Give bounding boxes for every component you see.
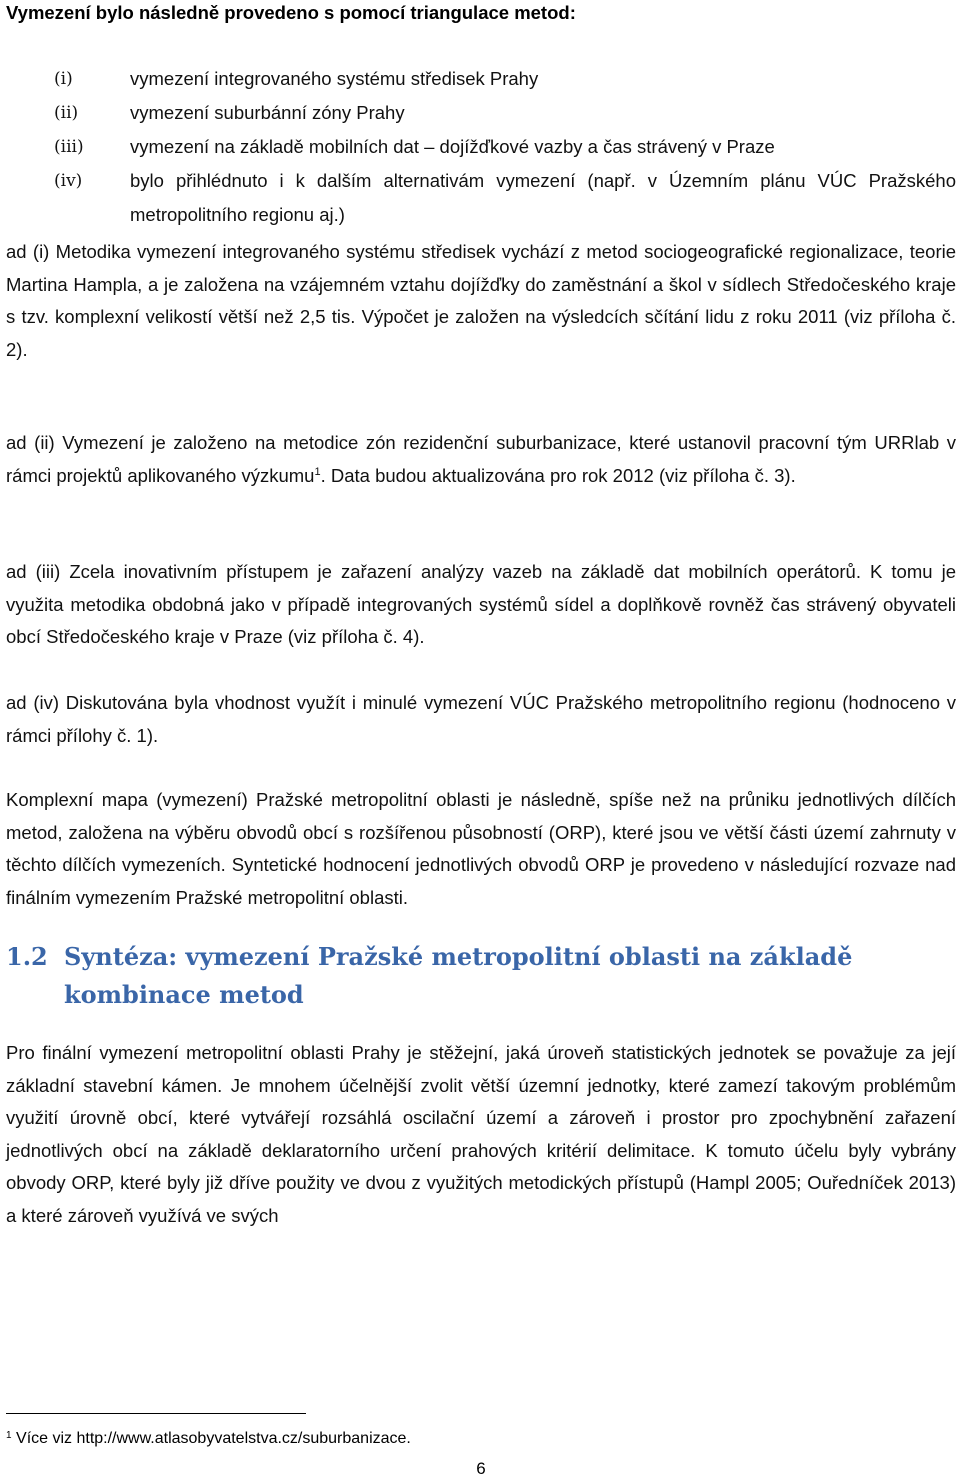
list-item-number: (iv)	[54, 171, 83, 191]
list-item-number: (ii)	[54, 103, 79, 123]
footnote	[6, 1428, 411, 1450]
list-item-text: bylo přihlédnuto i k dalším alternativám vymezení (např. v Územním plánu VÚC Pražského metropolitního regionu aj.)	[130, 170, 956, 225]
page-number: 6	[476, 1459, 486, 1478]
section-heading	[6, 938, 956, 1014]
paragraph-text: ad (ii) Vymezení je založeno na metodice zón rezidenční suburbanizace, které ustanovil pracovní tým URRlab v rámci projektů aplikovaného výzkumu	[6, 432, 956, 486]
paragraph-method-iii: ad (iii) Zcela inovativním přístupem je zařazení analýzy vazeb na základě dat mobilních operátorů. K tomu je využita metodika obdobná jako v případě integrovaných systémů sídel a doplňkově rovněž čas strávený obyvateli obcí Středočeského kraje v Praze (viz příloha č. 4).	[6, 561, 956, 647]
paragraph-method-ii	[6, 427, 956, 492]
list-item-number: (i)	[54, 69, 73, 89]
paragraph-complex-map: Komplexní mapa (vymezení) Pražské metropolitní oblasti je následně, spíše než na průniku jednotlivých dílčích metod, založena na výběru obvodů obcí s rozšířenou působností (ORP), které jsou ve větší části území zahrnuty v těchto dílčích vymezeních. Syntetické hodnocení jednotlivých obvodů ORP je provedeno v následující rozvaze nad finálním vymezením Pražské metropolitní oblasti.	[6, 789, 956, 908]
list-item	[6, 130, 956, 164]
list-item-text: vymezení suburbánní zóny Prahy	[130, 102, 405, 123]
footnote-number: 1	[6, 1430, 12, 1441]
paragraph-method-iv: ad (iv) Diskutována byla vhodnost využít i minulé vymezení VÚC Pražského metropolitního regionu (hodnoceno v rámci přílohy č. 1).	[6, 692, 956, 746]
list-item	[6, 96, 956, 130]
list-item	[6, 62, 956, 96]
list-item-number: (iii)	[54, 137, 84, 157]
footnote-text: Více viz http://www.atlasobyvatelstva.cz/suburbanizace.	[16, 1430, 411, 1447]
section-number: 1.2	[6, 942, 48, 971]
methods-list	[6, 62, 956, 232]
list-item-text: vymezení integrovaného systému středisek Prahy	[130, 68, 539, 89]
paragraph-final-delimitation: Pro finální vymezení metropolitní oblasti Prahy je stěžejní, jaká úroveň statistických jednotek se považuje za její základní stavební kámen. Je mnohem účelnější zvolit větší územní jednotky, které zamezí takovým problémům využití úrovně obcí, které vytvářejí rozsáhlá oscilační území a zároveň i prostor pro zpochybnění zařazení jednotlivých obcí na základě deklaratorního určení prahových kritérií delimitace. K tomuto účelu byly vybrány obvody ORP, které byly již dříve použity ve dvou z využitých metodických přístupů (Hampl 2005; Ouředníček 2013) a které zároveň využívá ve svých	[6, 1042, 956, 1226]
list-item	[6, 164, 956, 232]
footnote-reference[interactable]: 1	[314, 465, 321, 478]
paragraph-text: . Data budou aktualizována pro rok 2012 (viz příloha č. 3).	[320, 464, 796, 486]
list-item-text: vymezení na základě mobilních dat – dojížďkové vazby a čas strávený v Praze	[130, 136, 775, 157]
section-title: Syntéza: vymezení Pražské metropolitní oblasti na základě kombinace metod	[64, 942, 853, 1009]
intro-heading: Vymezení bylo následně provedeno s pomocí triangulace metod:	[6, 2, 576, 23]
footnote-divider	[6, 1413, 306, 1414]
paragraph-method-i: ad (i) Metodika vymezení integrovaného systému středisek vychází z metod sociogeografické regionalizace, teorie Martina Hampla, a je založena na vzájemném vztahu dojížďky do zaměstnání a škol v sídlech Středočeského kraje s tzv. komplexní velikostí větší než 2,5 tis. Výpočet je založen na výsledcích sčítání lidu z roku 2011 (viz příloha č. 2).	[6, 241, 956, 360]
